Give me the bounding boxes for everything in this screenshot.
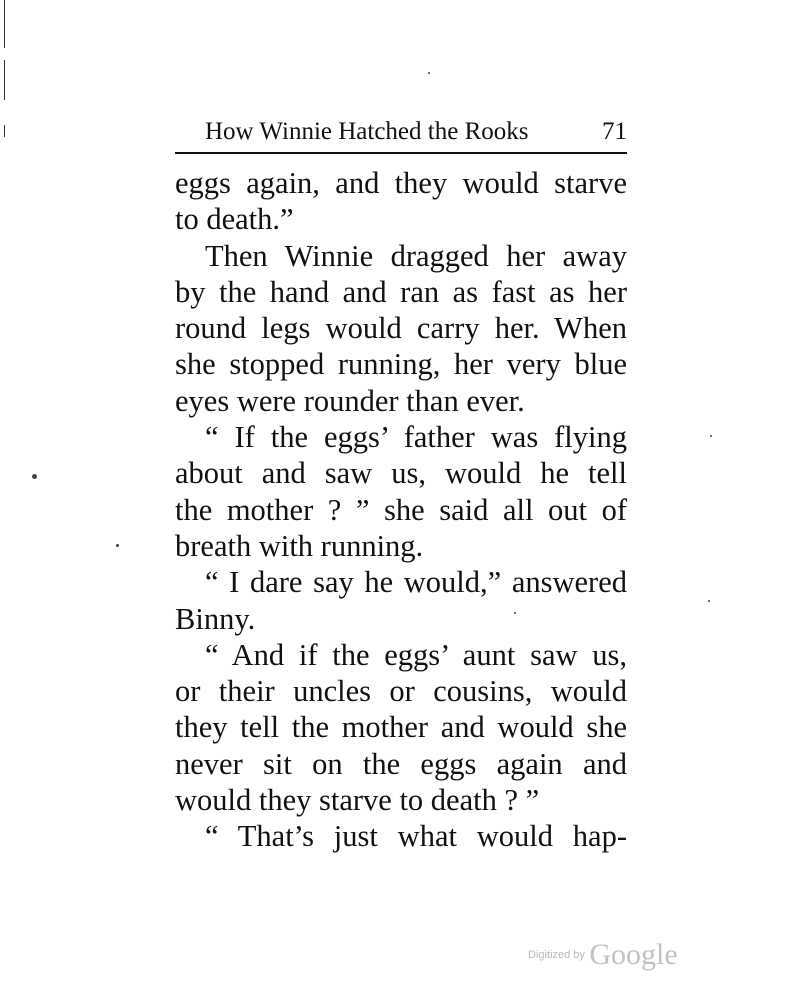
text-line: “ I dare say he would,” answered [205,565,627,600]
dust-speck [428,72,430,74]
text-line: they tell the mother and would she [175,710,627,745]
dust-speck [32,474,37,479]
text-line: breath with running. [175,528,424,563]
dust-speck [116,544,119,547]
text-line: never sit on the eggs again and [175,746,627,781]
dust-speck [708,600,710,602]
text-line: “ If the eggs’ father was flying [205,420,627,455]
scan-artifact [4,60,5,100]
dust-speck [710,435,712,437]
text-line: Then Winnie dragged her away [205,238,627,273]
text-line: “ That’s just what would hap- [205,819,627,854]
running-header [175,118,627,154]
text-line: Binny. [175,601,256,636]
digitized-watermark [528,938,678,972]
text-line: she stopped running, her very blue [175,347,627,382]
text-line: eggs again, and they would starve [175,166,627,200]
text-line: by the hand and ran as fast as her [175,274,627,309]
scan-artifact [4,0,5,48]
text-line: eyes were rounder than ever. [175,383,525,418]
watermark-prefix: Digitized by [528,949,585,961]
scan-artifact [4,125,5,137]
text-line: would they starve to death ? ” [175,783,540,818]
running-title: How Winnie Hatched the Rooks [205,118,529,145]
text-line: to death.” [175,202,294,237]
page-number: 71 [602,118,627,145]
watermark-brand: Google [589,938,678,971]
text-line: about and saw us, would he tell [175,456,627,491]
body-text [175,165,627,855]
text-line: the mother ? ” she said all out of [175,492,627,527]
text-line: “ And if the eggs’ aunt saw us, [205,637,627,672]
text-line: round legs would carry her. When [175,311,627,346]
text-line: or their uncles or cousins, would [175,674,627,709]
